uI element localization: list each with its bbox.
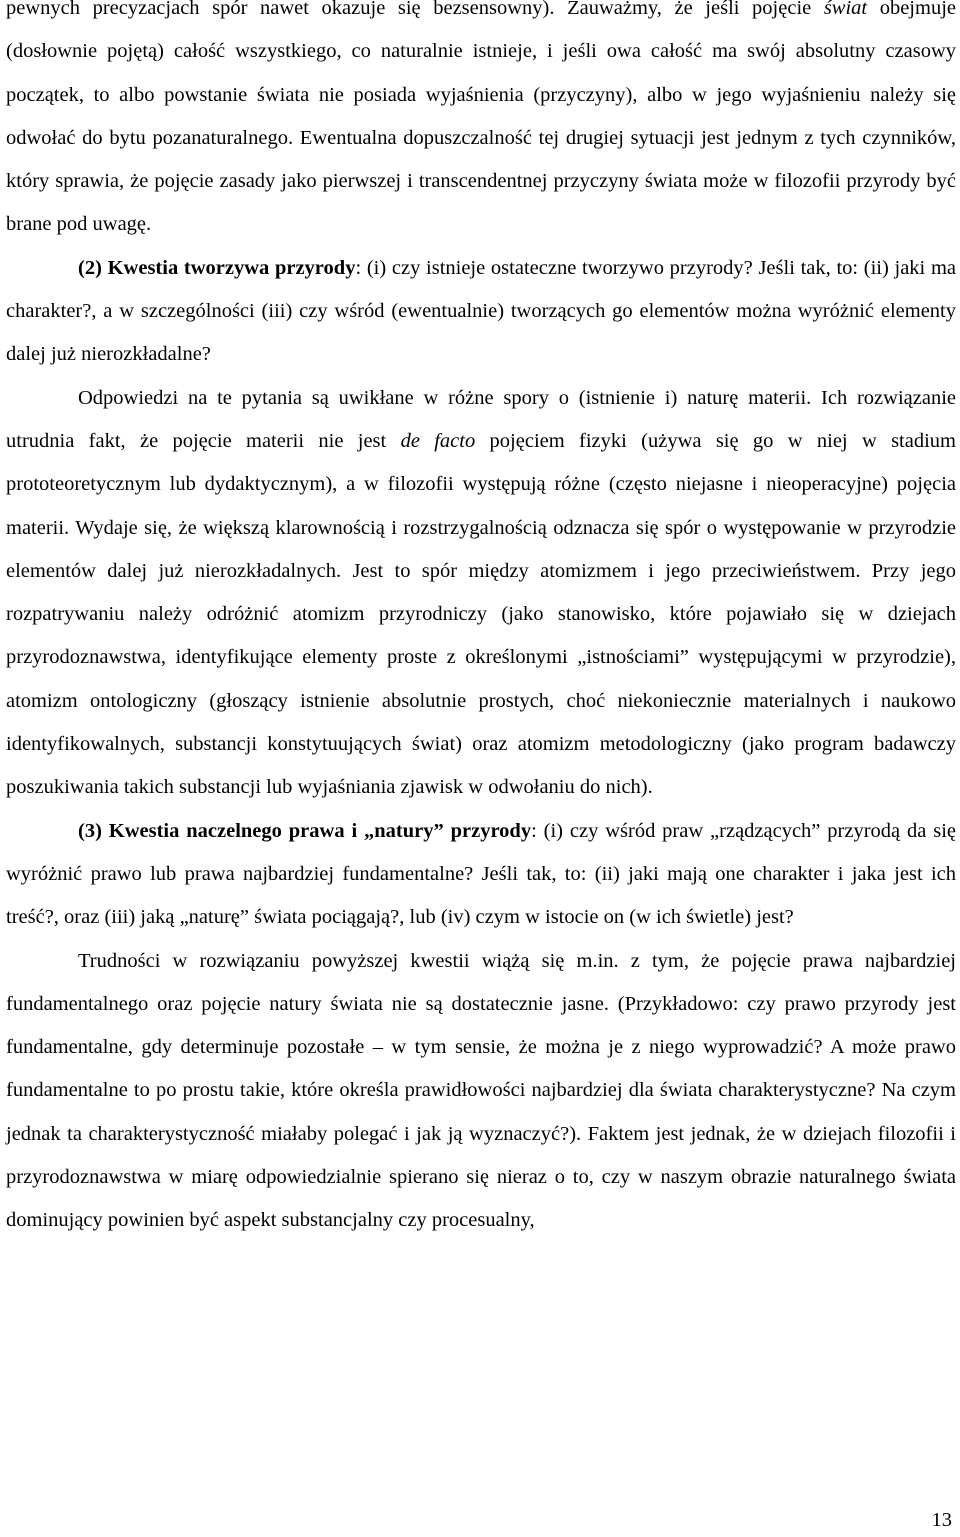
emphasized-text: de facto xyxy=(400,429,476,452)
page-number: 13 xyxy=(931,1509,952,1531)
text-run: Odpowiedzi na te pytania są uwikłane w różne spory o (istnienie i) naturę materii. Ich rozwiązanie utrudnia fakt, że pojęcie materii nie jest xyxy=(6,386,956,452)
emphasized-text: świat xyxy=(823,0,868,19)
text-run: : (i) czy wśród praw „rządzących” przyrodą da się wyróżnić prawo lub prawa najbardziej fundamentalne? Jeśli tak, to: (ii) jaki mają one charakter i jaka jest ich treść?, oraz (iii) jaką „naturę” świata pociągają?, lub (iv) czym w istocie on (w ich świetle) jest? xyxy=(6,819,956,929)
paragraph xyxy=(6,0,956,247)
text-run: Trudności w rozwiązaniu powyższej kwestii wiążą się m.in. z tym, że pojęcie prawa najbardziej fundamentalnego oraz pojęcie natury świata nie są dostatecznie jasne. (Przykładowo: czy prawo przyrody jest fundamentalne, gdy determinuje pozostałe – w tym sensie, że można je z niego wyprowadzić? A może prawo fundamentalne to po prostu takie, które określa prawidłowości najbardziej dla świata charakterystyczne? Na czym jednak ta charakterystyczność miałaby polegać i jak ją wyznaczyć?). Faktem jest jednak, że w dziejach filozofii i przyrodoznawstwa w miarę odpowiedzialnie spierano się nieraz o to, czy w naszym obrazie naturalnego świata dominujący powinien być aspekt substancjalny czy procesualny, xyxy=(6,949,956,1232)
paragraph xyxy=(6,940,956,1243)
paragraph xyxy=(6,247,956,377)
text-run: obejmuje (dosłownie pojętą) całość wszystkiego, co naturalnie istnieje, i jeśli owa całość ma swój absolutny czasowy początek, to albo powstanie świata nie posiada wyjaśnienia (przyczyny), albo w jego wyjaśnieniu należy się odwołać do bytu pozanaturalnego. Ewentualna dopuszczalność tej drugiej sytuacji jest jednym z tych czynników, który sprawia, że pojęcie zasady jako pierwszej i transcendentnej przyczyny świata może w filozofii przyrody być brane pod uwagę. xyxy=(6,0,956,236)
text-run: : (i) czy istnieje ostateczne tworzywo przyrody? Jeśli tak, to: (ii) jaki ma charakter?, a w szczególności (iii) czy wśród (ewentualnie) tworzących go elementów można wyróżnić elementy dalej już nierozkładalne? xyxy=(6,256,956,366)
text-run: pewnych precyzacjach spór nawet okazuje się bezsensowny). Zauważmy, że jeśli pojęcie xyxy=(6,0,824,19)
text-run: pojęciem fizyki (używa się go w niej w stadium prototeoretycznym lub dydaktycznym), a w filozofii występują różne (często niejasne i nieoperacyjne) pojęcia materii. Wydaje się, że większą klarownością i rozstrzygalnością odznacza się spór o występowanie w przyrodzie elementów dalej już nierozkładalnych. Jest to spór między atomizmem i jego przeciwieństwem. Przy jego rozpatrywaniu należy odróżnić atomizm przyrodniczy (jako stanowisko, które pojawiało się w dziejach przyrodoznawstwa, identyfikujące elementy proste z określonymi „istnościami” występującymi w przyrodzie), atomizm ontologiczny (głoszący istnienie absolutnie prostych, choć niekoniecznie materialnych i naukowo identyfikowalnych, substancji konstytuujących świat) oraz atomizm metodologiczny (jako program badawczy poszukiwania takich substancji lub wyjaśniania zjawisk w odwołaniu do nich). xyxy=(6,429,956,799)
paragraph xyxy=(6,810,956,940)
section-heading: (2) Kwestia tworzywa przyrody xyxy=(78,256,356,279)
body-text xyxy=(6,0,956,1243)
section-heading: (3) Kwestia naczelnego prawa i „natury” przyrody xyxy=(78,819,532,842)
paragraph xyxy=(6,377,956,810)
